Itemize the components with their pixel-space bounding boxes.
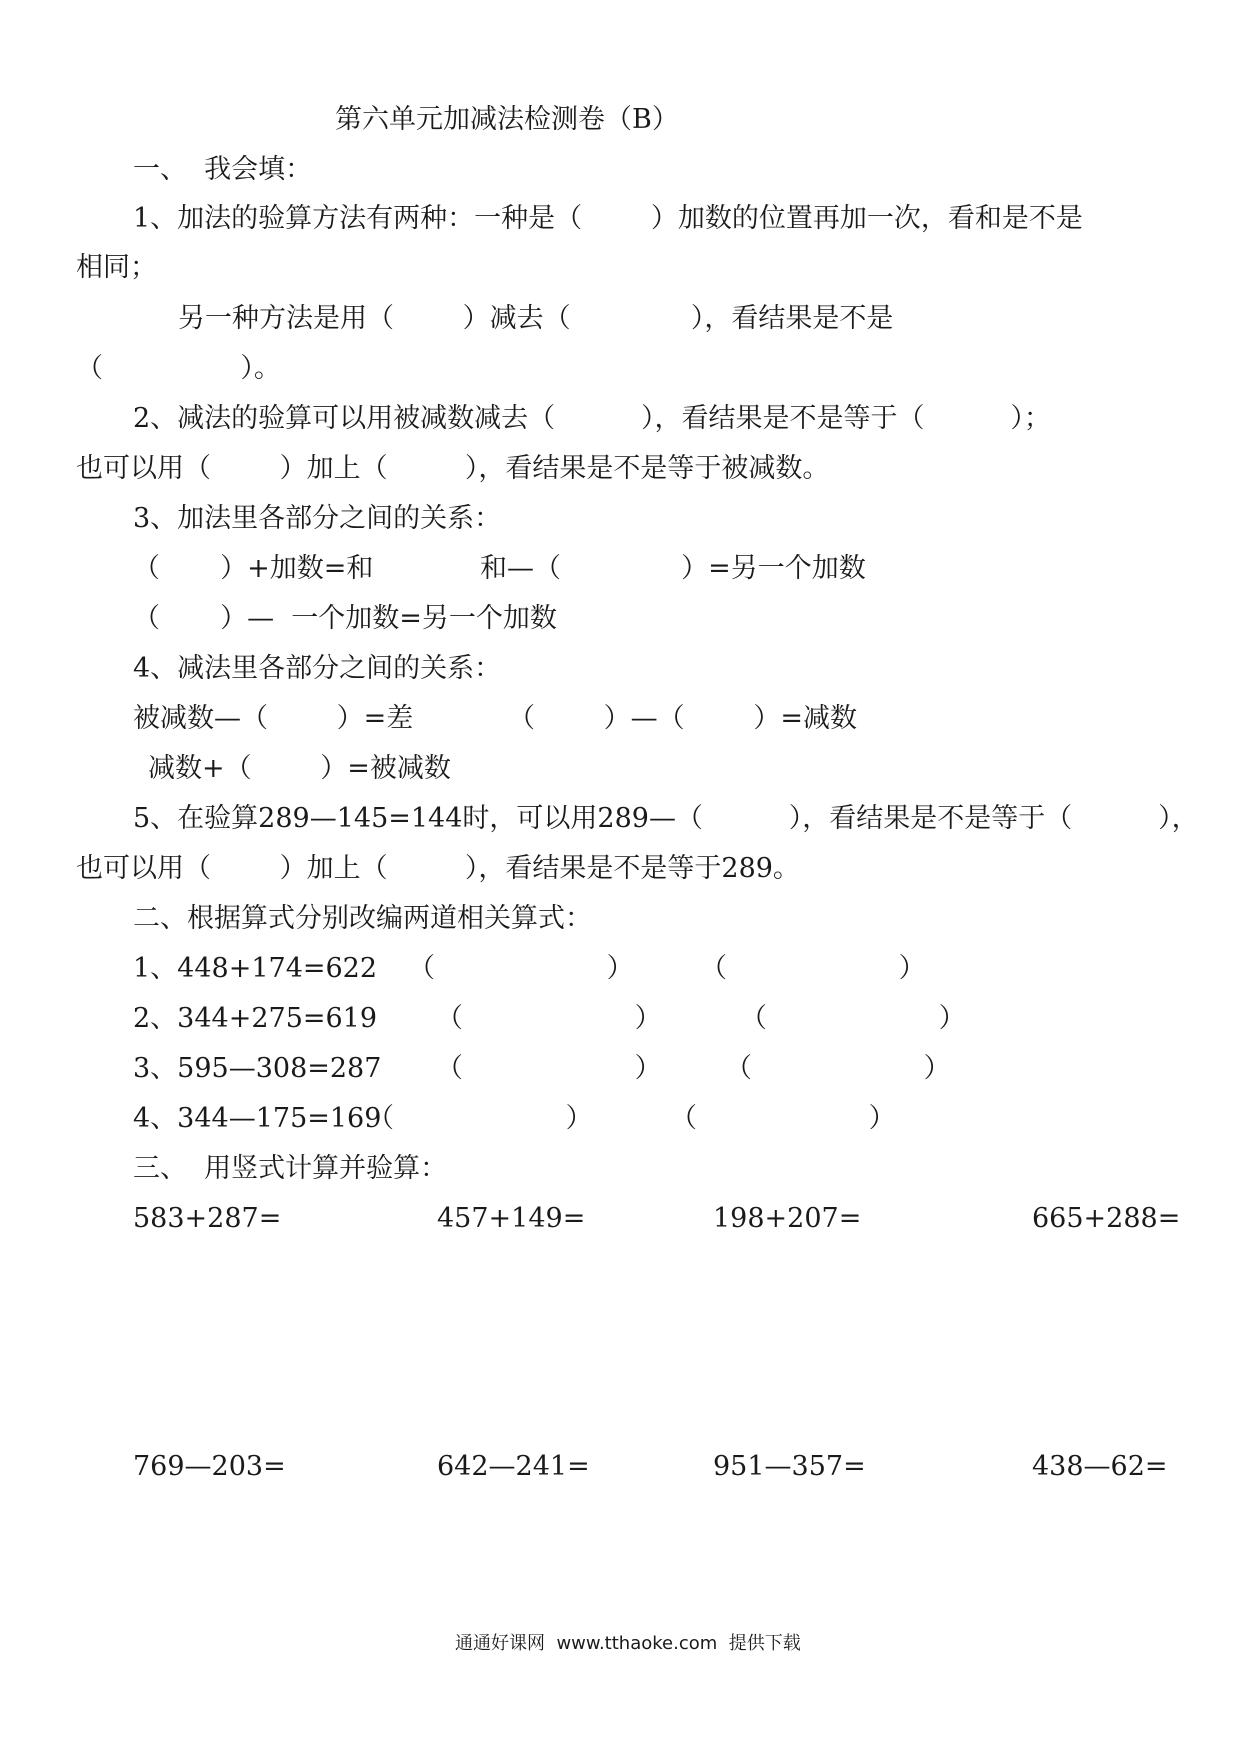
vertical-calc-problem: 951—357=	[713, 1451, 866, 1482]
section-2-heading: 二、根据算式分别改编两道相关算式：	[133, 903, 592, 934]
question-4-relation-c: 减数+（ ）=被减数	[148, 753, 451, 784]
question-3-relation-b: 和—（ ）=另一个加数	[480, 553, 866, 584]
vertical-calc-problem: 198+207=	[713, 1203, 862, 1234]
rewrite-blank-3b: （ ）	[725, 1053, 951, 1084]
page-title: 第六单元加减法检测卷（B）	[335, 104, 679, 135]
question-4-title: 4、减法里各部分之间的关系：	[133, 653, 502, 684]
vertical-calc-problem: 583+287=	[133, 1203, 282, 1234]
rewrite-equation-1: 1、448+174=622	[133, 953, 378, 984]
rewrite-equation-3: 3、595—308=287	[133, 1053, 382, 1084]
rewrite-blank-4b: （ ）	[670, 1103, 896, 1134]
question-5-line-1: 5、在验算289—145=144时，可以用289—（ ），看结果是不是等于（ ），	[133, 803, 1199, 834]
question-1-line-4: （ ）。	[76, 353, 281, 384]
vertical-calc-problem: 642—241=	[437, 1451, 590, 1482]
question-1-line-3: 另一种方法是用（ ）减去（ ），看结果是不是	[178, 303, 894, 334]
question-3-relation-a: （ ）+加数=和	[133, 553, 374, 584]
footer-source-note: 通通好课网 www.tthaoke.com 提供下载	[455, 1633, 801, 1654]
question-2-line-1: 2、减法的验算可以用被减数减去（ ），看结果是不是等于（ ）；	[133, 403, 1051, 434]
section-3-heading: 三、 用竖式计算并验算：	[133, 1153, 448, 1184]
section-1-heading: 一、 我会填：	[133, 154, 313, 185]
question-5-line-2: 也可以用（ ）加上（ ），看结果是不是等于289。	[76, 853, 800, 884]
question-1-line-2: 相同；	[76, 252, 157, 283]
rewrite-blank-3a: （ ）	[436, 1053, 662, 1084]
rewrite-blank-2a: （ ）	[436, 1003, 662, 1034]
question-2-line-2: 也可以用（ ）加上（ ），看结果是不是等于被减数。	[76, 453, 830, 484]
question-4-relation-a: 被减数—（ ）=差	[133, 703, 414, 734]
question-3-relation-c: （ ）— 一个加数=另一个加数	[133, 603, 557, 634]
rewrite-blank-2b: （ ）	[740, 1003, 966, 1034]
vertical-calc-problem: 769—203=	[133, 1451, 286, 1482]
rewrite-blank-4a: （ ）	[367, 1103, 593, 1134]
rewrite-blank-1a: （ ）	[408, 953, 634, 984]
rewrite-equation-4: 4、344—175=169	[133, 1103, 382, 1134]
vertical-calc-problem: 665+288=	[1032, 1203, 1181, 1234]
question-4-relation-b: （ ）—（ ）=减数	[508, 703, 857, 734]
vertical-calc-problem: 457+149=	[437, 1203, 586, 1234]
vertical-calc-problem: 438—62=	[1032, 1451, 1168, 1482]
rewrite-blank-1b: （ ）	[700, 953, 926, 984]
question-3-title: 3、加法里各部分之间的关系：	[133, 503, 502, 534]
question-1-line-1: 1、加法的验算方法有两种：一种是（ ）加数的位置再加一次，看和是不是	[133, 203, 1083, 234]
rewrite-equation-2: 2、344+275=619	[133, 1003, 378, 1034]
